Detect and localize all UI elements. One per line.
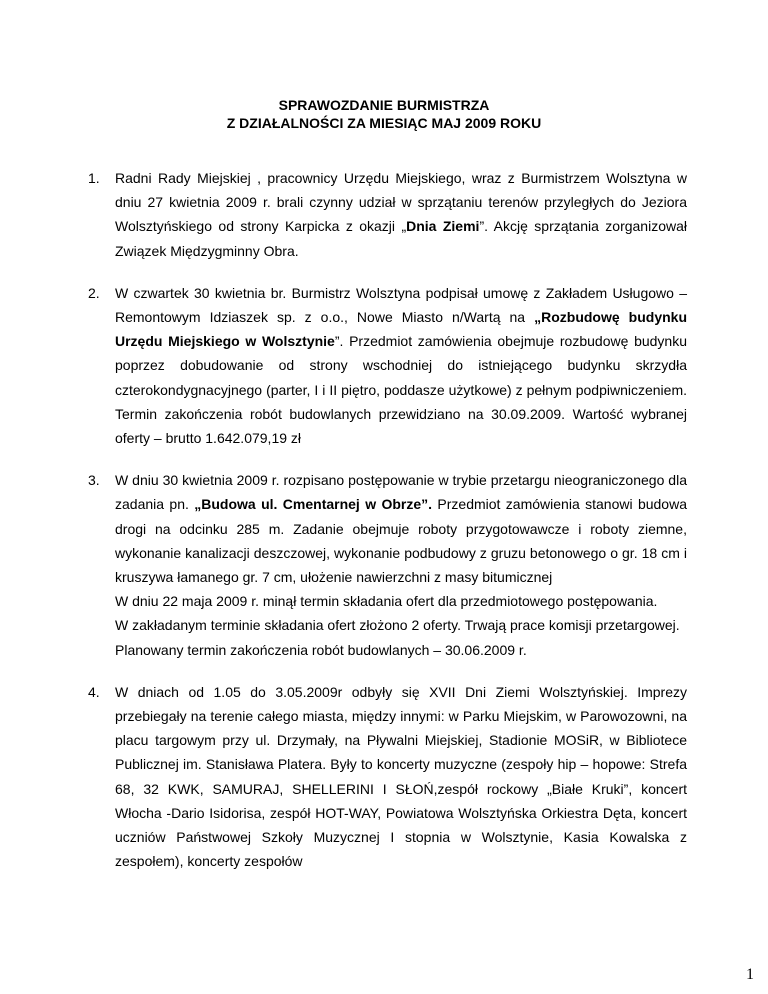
item-paragraph: W dniu 22 maja 2009 r. minął termin składania ofert dla przedmiotowego postępowania. (115, 593, 658, 610)
report-item-1 (88, 166, 687, 263)
item-paragraph: W dniach od 1.05 do 3.05.2009r odbyły się XVII Dni Ziemi Wolsztyńskiej. Imprezy przebiegały na terenie całego miasta, między innymi: w Parku Miejskim, w Parowozowni, na placu targowym przy ul. Drzymały, na Pływalni Miejskiej, Stadionie MOSiR, w Bibliotece Publicznej im. Stanisława Platera. Były to koncerty muzyczne (zespoły hip – hopowe: Strefa 68, 32 KWK, SAMURAJ, SHELLERINI I SŁOŃ,zespół rockowy „Białe Kruki”, koncert Włocha -Dario Isidorisa, zespół HOT-WAY, Powiatowa Wolsztyńska Orkiestra Dęta, koncert uczniów Państwowej Szkoły Muzycznej I stopnia w Wolsztynie, Kasia Kowalska z zespołem), koncerty zespołów (115, 683, 687, 870)
item-paragraph: W czwartek 30 kwietnia br. Burmistrz Wolsztyna podpisał umowę z Zakładem Usługowo – Remontowym Idziaszek sp. z o.o., Nowe Miasto n/Wartą na „Rozbudowę budynku Urzędu Miejskiego w Wolsztynie”. Przedmiot zamówienia obejmuje rozbudowę budynku poprzez dobudowanie od strony wschodniej do istniejącego budynku skrzydła czterokondygnacyjnego (parter, I i II piętro, poddasze użytkowe) z pełnym podpiwniczeniem. Termin zakończenia robót budowlanych przewidziano na 30.09.2009. Wartość wybranej oferty – brutto 1.642.079,19 zł (115, 284, 688, 447)
report-item-4 (88, 680, 687, 874)
report-list (88, 166, 688, 873)
item-number: 4. (88, 683, 100, 700)
item-number: 3. (88, 472, 100, 489)
item-paragraph: W dniu 30 kwietnia 2009 r. rozpisano postępowanie w trybie przetargu nieograniczonego dla zadania pn. „Budowa ul. Cmentarnej w Obrze”. Przedmiot zamówienia stanowi budowa drogi na odcinku 285 m. Zadanie obejmuje roboty przygotowawcze i roboty ziemne, wykonanie kanalizacji deszczowej, wykonanie podbudowy z gruzu betonowego o gr. 18 cm i kruszywa łamanego gr. 7 cm, ułożenie nawierzchni z masy bitumicznej (115, 472, 687, 586)
page-number: 1 (746, 966, 754, 983)
item-number: 2. (88, 284, 100, 301)
item-paragraph: Planowany termin zakończenia robót budowlanych – 30.06.2009 r. (115, 641, 527, 658)
item-paragraph: Radni Rady Miejskiej , pracownicy Urzędu Miejskiego, wraz z Burmistrzem Wolsztyna w dniu 27 kwietnia 2009 r. brali czynny udział w sprzątaniu terenów przyległych do Jeziora Wolsztyńskiego od strony Karpicka z okazji „Dnia Ziemi”. Akcję sprzątania zorganizował Związek Międzygminny Obra. (115, 170, 687, 259)
report-item-2 (88, 281, 688, 450)
item-number: 1. (88, 170, 100, 186)
item-paragraph: W zakładanym terminie składania ofert złożono 2 oferty. Trwają prace komisji przetargowej. (115, 617, 680, 634)
document-title-line-1: SPRAWOZDANIE BURMISTRZA (278, 97, 490, 113)
document-title-line-2: Z DZIAŁALNOŚCI ZA MIESIĄC MAJ 2009 ROKU (226, 115, 542, 131)
report-item-3 (88, 468, 687, 662)
